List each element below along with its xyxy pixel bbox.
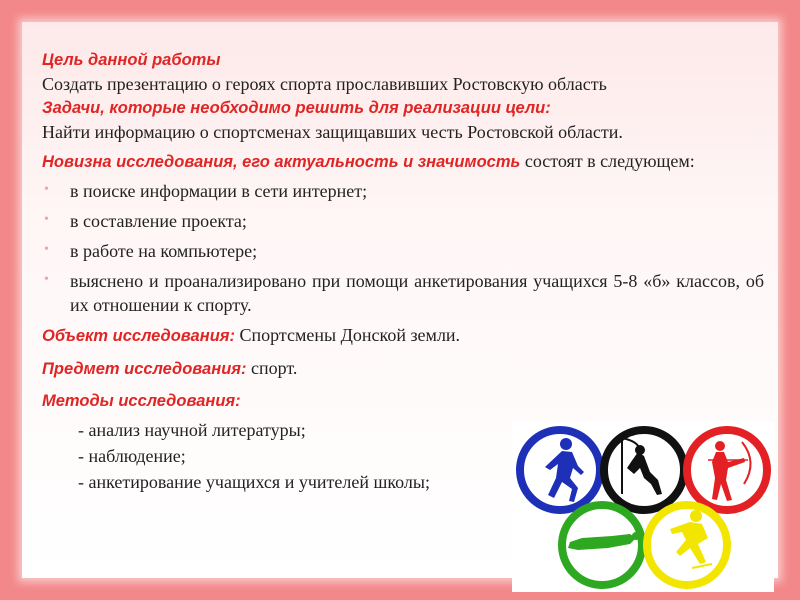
goal-text: Создать презентацию о героях спорта прославивших Ростовскую область xyxy=(42,74,607,94)
novelty-list xyxy=(42,179,764,317)
novelty-heading: Новизна исследования, его актуальность и значимость xyxy=(42,153,521,171)
object-paragraph xyxy=(42,323,764,348)
bullet-icon: • xyxy=(44,242,49,257)
bullet-icon: • xyxy=(44,182,49,197)
list-item: - анкетирование учащихся и учителей школы; xyxy=(78,472,431,492)
methods-heading: Методы исследования: xyxy=(42,392,241,410)
tasks-heading: Задачи, которые необходимо решить для реализации цели: xyxy=(42,99,551,117)
runner-icon xyxy=(545,438,584,502)
sport-rings-illustration xyxy=(512,422,774,592)
object-text: Спортсмены Донской земли. xyxy=(235,325,461,345)
subject-paragraph xyxy=(42,356,764,381)
bullet-icon: • xyxy=(44,272,49,287)
rings-svg xyxy=(512,422,774,592)
list-item: - анализ научной литературы; xyxy=(78,420,306,440)
list-item: - наблюдение; xyxy=(78,446,186,466)
swimmer-icon xyxy=(568,532,640,550)
skater-icon xyxy=(670,510,712,568)
novelty-text: состоят в следующем: xyxy=(520,151,695,171)
novelty-paragraph xyxy=(42,148,764,175)
object-heading: Объект исследования: xyxy=(42,327,235,345)
bullet-icon: • xyxy=(44,212,49,227)
list-item: • выяснено и проанализировано при помощи анкетирования учащихся 5-8 «б» классов, об их отношении к спорту. xyxy=(42,269,764,317)
goal-heading: Цель данной работы xyxy=(42,51,221,69)
list-item: • в работе на компьютере; xyxy=(42,239,764,263)
list-item: • в составление проекта; xyxy=(42,209,764,233)
subject-heading: Предмет исследования: xyxy=(42,360,247,378)
gymnast-icon xyxy=(622,438,662,495)
list-item: • в поиске информации в сети интернет; xyxy=(42,179,764,203)
subject-text: спорт. xyxy=(246,358,298,378)
tasks-text: Найти информацию о спортсменах защищавших честь Ростовской области. xyxy=(42,122,623,142)
archer-icon xyxy=(708,441,751,501)
